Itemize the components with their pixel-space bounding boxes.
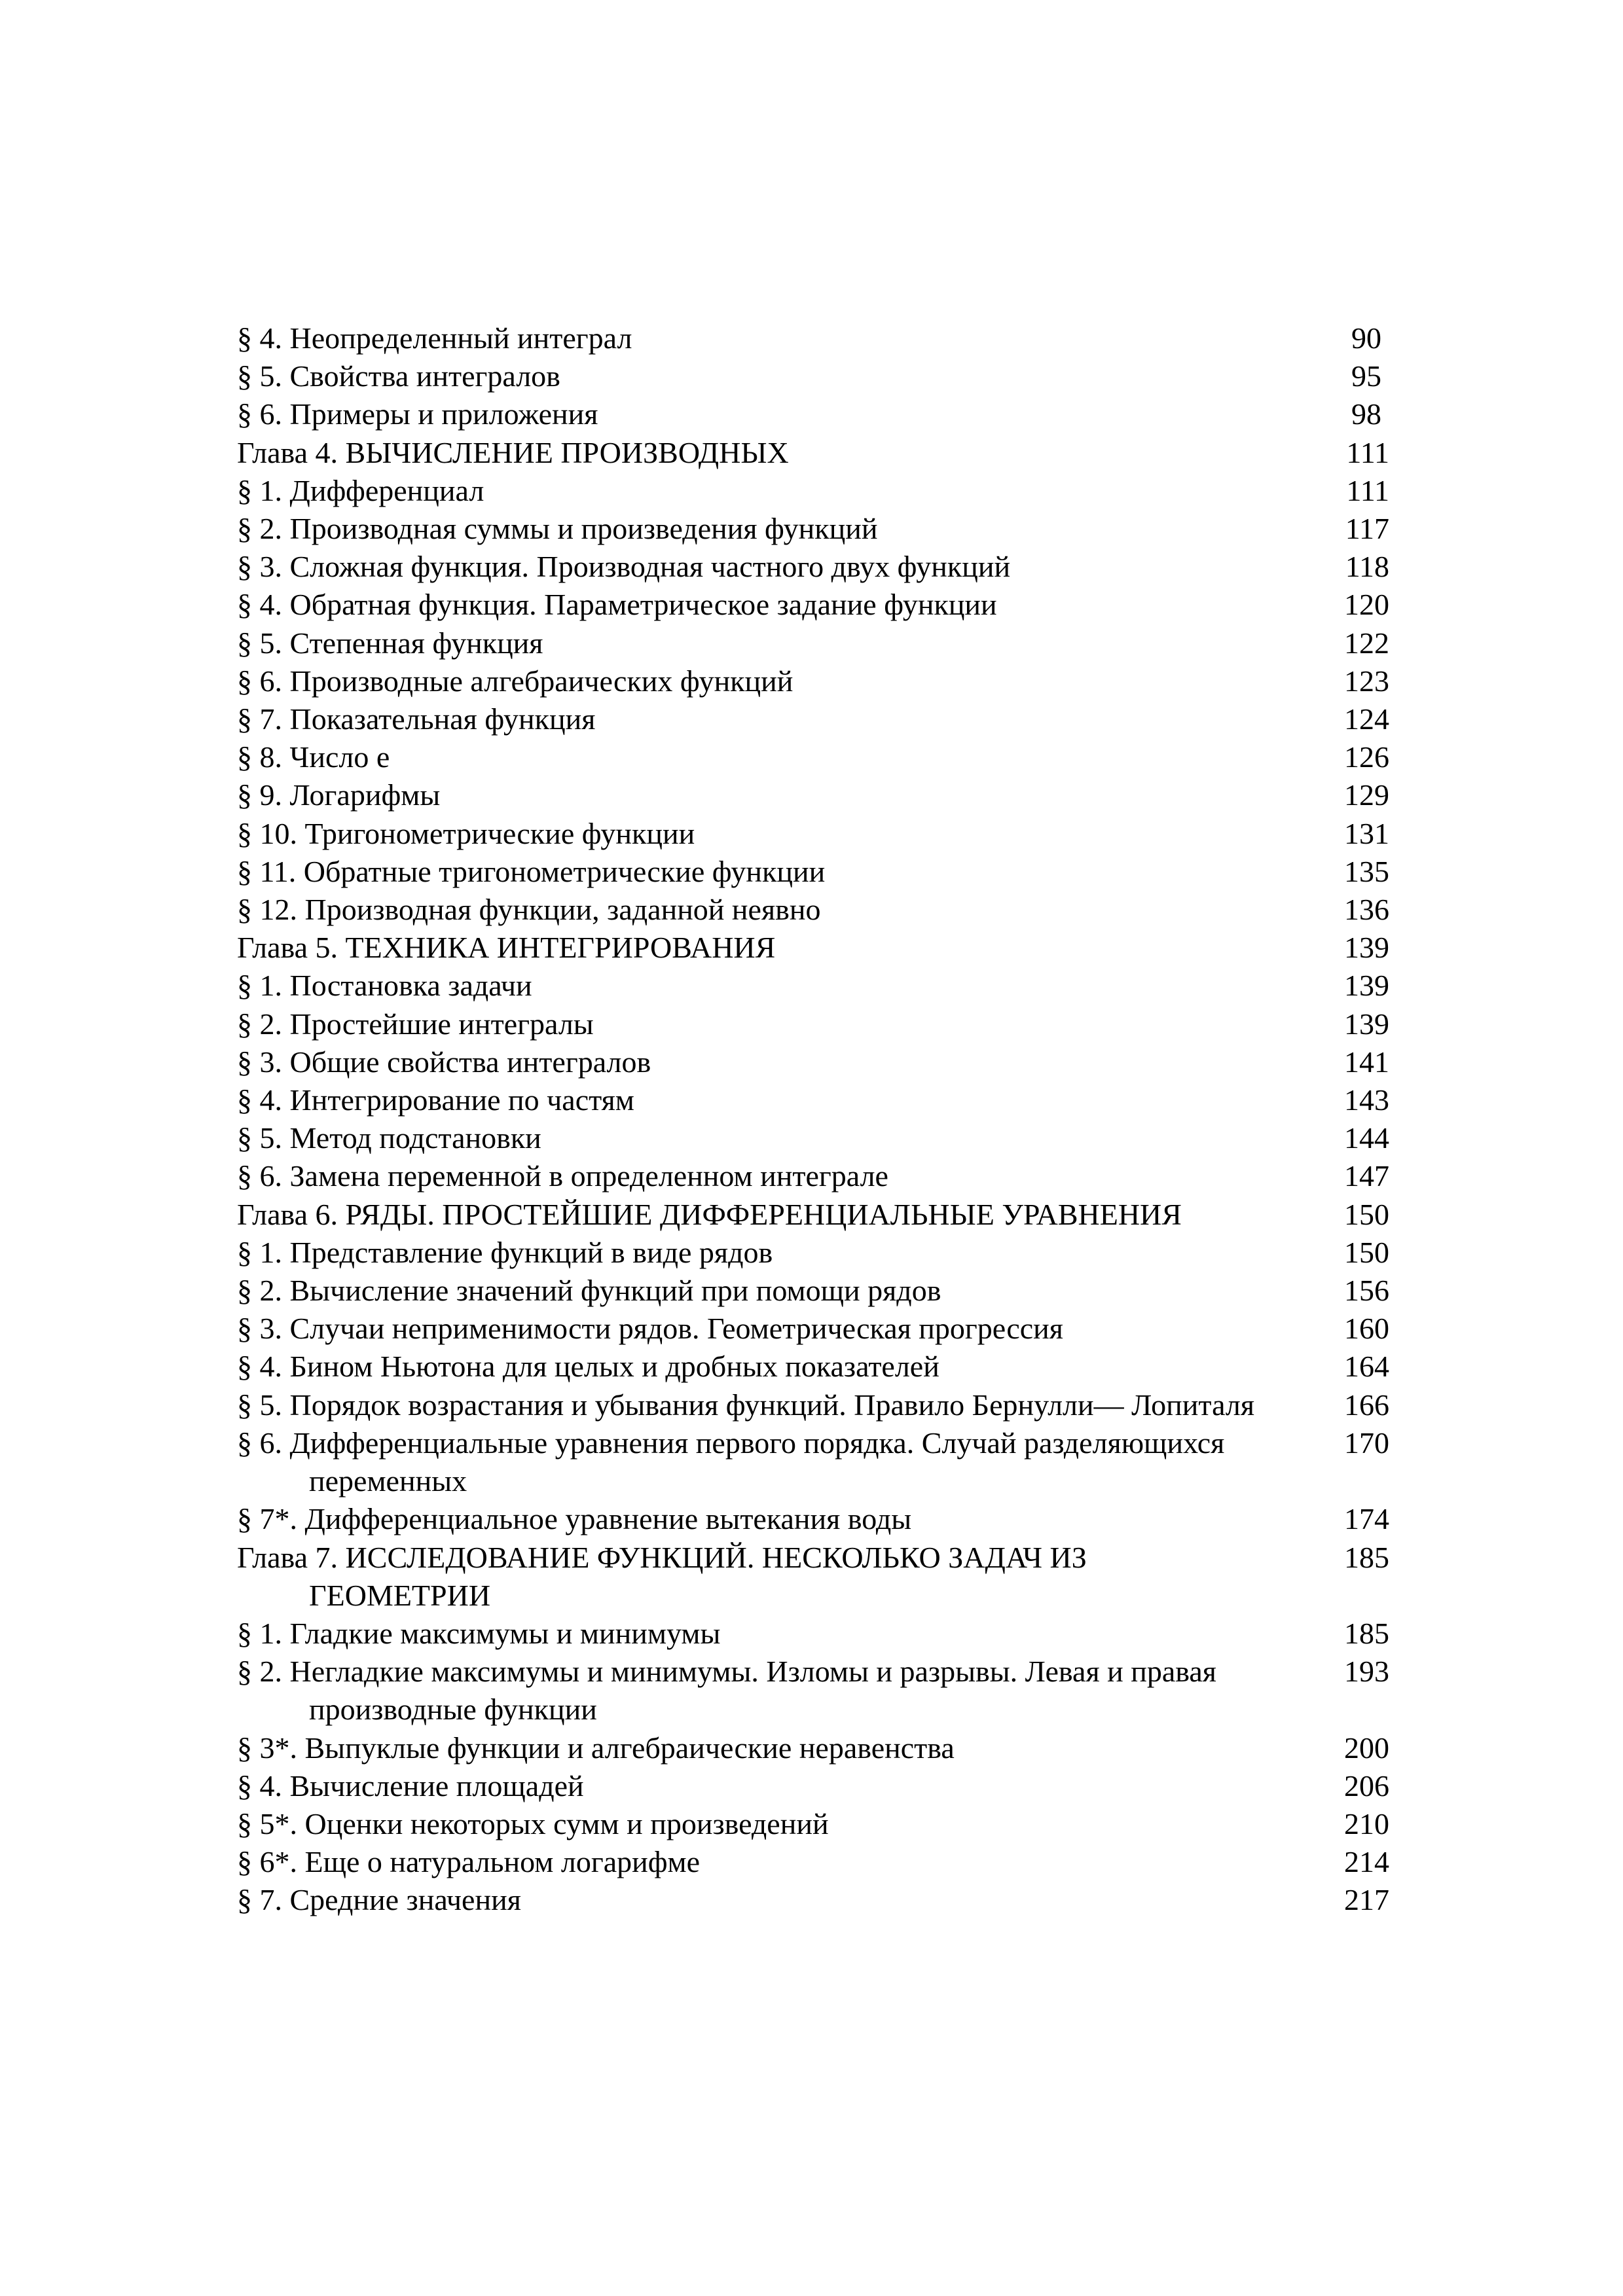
toc-entry-page: 129 xyxy=(1344,778,1389,812)
toc-entry-title: Глава 4. ВЫЧИСЛЕНИЕ ПРОИЗВОДНЫХ xyxy=(237,435,789,469)
toc-section-entry xyxy=(237,624,1389,662)
toc-entry-page: 174 xyxy=(1344,1502,1389,1536)
toc-section-entry xyxy=(237,1881,1389,1919)
toc-entry-title: § 7. Средние значения xyxy=(237,1883,521,1917)
toc-entry-title: § 11. Обратные тригонометрические функции xyxy=(237,854,826,888)
toc-section-entry xyxy=(237,1043,1389,1081)
toc-section-entry xyxy=(237,586,1389,624)
toc-chapter-entry xyxy=(237,929,1389,967)
toc-entry-title: § 4. Обратная функция. Параметрическое задание функции xyxy=(237,588,997,622)
toc-section-entry xyxy=(237,548,1389,586)
toc-entry-page: 185 xyxy=(1344,1616,1389,1650)
toc-entry-title: § 6. Примеры и приложения xyxy=(237,397,598,431)
toc-entry-page: 117 xyxy=(1345,512,1389,546)
toc-section-entry xyxy=(237,472,1389,510)
toc-entry-page: 200 xyxy=(1344,1731,1389,1765)
toc-entry-page: 123 xyxy=(1344,664,1389,698)
toc-entry-title: § 8. Число е xyxy=(237,740,390,774)
toc-section-entry xyxy=(237,1843,1389,1881)
toc-entry-page: 144 xyxy=(1344,1121,1389,1155)
toc-entry-page: 206 xyxy=(1344,1768,1389,1803)
toc-entry-title: § 7*. Дифференциальное уравнение вытекания воды xyxy=(237,1502,912,1536)
toc-entry-title: § 6. Замена переменной в определенном интеграле xyxy=(237,1159,888,1193)
toc-entry-page: 143 xyxy=(1344,1083,1389,1117)
toc-entry-page: 139 xyxy=(1344,969,1389,1003)
toc-entry-title: § 3. Общие свойства интегралов xyxy=(237,1045,651,1079)
toc-entry-title: § 6. Производные алгебраических функций xyxy=(237,664,793,698)
toc-entry-page: 124 xyxy=(1344,702,1389,736)
toc-entry-title: § 6. Дифференциальные уравнения первого порядка. Случай разделяющихся переменных xyxy=(237,1426,1225,1498)
toc-section-entry xyxy=(237,1157,1389,1195)
toc-entry-page: 166 xyxy=(1344,1388,1389,1422)
toc-section-entry xyxy=(237,395,1389,433)
toc-entry-title: Глава 7. ИССЛЕДОВАНИЕ ФУНКЦИЙ. НЕСКОЛЬКО ЗАДАЧ ИЗ ГЕОМЕТРИИ xyxy=(237,1540,1087,1612)
toc-entry-page: 156 xyxy=(1344,1274,1389,1308)
toc-entry-page: 136 xyxy=(1344,893,1389,927)
toc-entry-page: 111 xyxy=(1346,435,1389,469)
toc-entry-title: § 3. Сложная функция. Производная частного двух функций xyxy=(237,550,1011,584)
toc-entry-page: 111 xyxy=(1346,473,1389,507)
toc-section-entry xyxy=(237,1805,1389,1843)
toc-entry-page: 126 xyxy=(1344,740,1389,774)
toc-section-entry xyxy=(237,1272,1389,1310)
toc-entry-title: § 1. Постановка задачи xyxy=(237,969,532,1003)
toc-entry-page: 170 xyxy=(1344,1426,1389,1460)
toc-entry-title: § 9. Логарифмы xyxy=(237,778,441,812)
toc-section-entry xyxy=(237,357,1389,395)
toc-section-entry xyxy=(237,1081,1389,1119)
toc-entry-page: 214 xyxy=(1344,1845,1389,1879)
toc-entry-title: § 4. Вычисление площадей xyxy=(237,1768,584,1803)
toc-entry-title: § 7. Показательная функция xyxy=(237,702,596,736)
toc-entry-title: § 2. Производная суммы и произведения функций xyxy=(237,512,878,546)
toc-section-entry xyxy=(237,1386,1389,1424)
toc-section-entry xyxy=(237,1767,1389,1805)
toc-entry-page: 141 xyxy=(1344,1045,1389,1079)
toc-section-entry xyxy=(237,1310,1389,1348)
table-of-contents xyxy=(237,319,1389,1920)
toc-section-entry xyxy=(237,700,1389,738)
toc-entry-page: 160 xyxy=(1344,1312,1389,1346)
toc-section-entry xyxy=(237,738,1389,776)
toc-entry-title: § 2. Простейшие интегралы xyxy=(237,1007,594,1041)
toc-entry-title: Глава 6. РЯДЫ. ПРОСТЕЙШИЕ ДИФФЕРЕНЦИАЛЬНЫЕ УРАВНЕНИЯ xyxy=(237,1197,1182,1231)
toc-section-entry xyxy=(237,1424,1389,1500)
toc-entry-title: § 1. Дифференциал xyxy=(237,473,484,507)
toc-entry-title: § 5. Метод подстановки xyxy=(237,1121,541,1155)
toc-entry-page: 193 xyxy=(1344,1655,1389,1689)
toc-entry-title: § 4. Бином Ньютона для целых и дробных показателей xyxy=(237,1350,939,1384)
toc-entry-title: § 1. Гладкие максимумы и минимумы xyxy=(237,1616,721,1650)
toc-entry-title: § 3*. Выпуклые функции и алгебраические неравенства xyxy=(237,1731,955,1765)
toc-entry-title: § 4. Интегрирование по частям xyxy=(237,1083,634,1117)
toc-entry-page: 95 xyxy=(1351,359,1381,393)
toc-entry-page: 139 xyxy=(1344,1007,1389,1041)
toc-section-entry xyxy=(237,891,1389,929)
toc-entry-title: § 5*. Оценки некоторых сумм и произведений xyxy=(237,1806,829,1840)
toc-entry-title: § 4. Неопределенный интеграл xyxy=(237,321,632,355)
toc-entry-title: § 5. Степенная функция xyxy=(237,626,543,660)
toc-section-entry xyxy=(237,662,1389,700)
toc-entry-title: § 12. Производная функции, заданной неявно xyxy=(237,893,821,927)
toc-section-entry xyxy=(237,510,1389,548)
toc-entry-page: 210 xyxy=(1344,1806,1389,1840)
toc-entry-title: § 5. Свойства интегралов xyxy=(237,359,560,393)
toc-entry-title: § 10. Тригонометрические функции xyxy=(237,816,695,850)
toc-section-entry xyxy=(237,967,1389,1005)
toc-entry-page: 120 xyxy=(1344,588,1389,622)
toc-section-entry xyxy=(237,1500,1389,1538)
toc-entry-page: 90 xyxy=(1351,321,1381,355)
toc-entry-title: § 6*. Еще о натуральном логарифме xyxy=(237,1845,701,1879)
toc-entry-page: 135 xyxy=(1344,854,1389,888)
toc-entry-page: 131 xyxy=(1344,816,1389,850)
toc-entry-page: 150 xyxy=(1344,1235,1389,1269)
toc-section-entry xyxy=(237,1119,1389,1157)
toc-section-entry xyxy=(237,1653,1389,1729)
toc-section-entry xyxy=(237,1729,1389,1767)
toc-entry-title: § 1. Представление функций в виде рядов xyxy=(237,1235,773,1269)
toc-entry-page: 164 xyxy=(1344,1350,1389,1384)
toc-entry-page: 139 xyxy=(1344,931,1389,965)
toc-entry-page: 98 xyxy=(1351,397,1381,431)
toc-entry-page: 118 xyxy=(1345,550,1389,584)
toc-section-entry xyxy=(237,1234,1389,1272)
toc-entry-title: Глава 5. ТЕХНИКА ИНТЕГРИРОВАНИЯ xyxy=(237,931,776,965)
toc-section-entry xyxy=(237,776,1389,814)
toc-section-entry xyxy=(237,815,1389,853)
toc-entry-page: 185 xyxy=(1344,1540,1389,1574)
toc-entry-page: 147 xyxy=(1344,1159,1389,1193)
toc-chapter-entry xyxy=(237,1196,1389,1234)
toc-chapter-entry xyxy=(237,434,1389,472)
toc-section-entry xyxy=(237,1615,1389,1653)
toc-entry-title: § 5. Порядок возрастания и убывания функций. Правило Бернулли— Лопиталя xyxy=(237,1388,1255,1422)
toc-section-entry xyxy=(237,1005,1389,1043)
toc-entry-page: 122 xyxy=(1344,626,1389,660)
toc-section-entry xyxy=(237,319,1389,357)
toc-entry-title: § 2. Негладкие максимумы и минимумы. Изломы и разрывы. Левая и правая производные функции xyxy=(237,1655,1216,1727)
toc-entry-title: § 3. Случаи неприменимости рядов. Геометрическая прогрессия xyxy=(237,1312,1063,1346)
toc-section-entry xyxy=(237,1348,1389,1386)
toc-section-entry xyxy=(237,853,1389,891)
toc-entry-page: 217 xyxy=(1344,1883,1389,1917)
toc-entry-title: § 2. Вычисление значений функций при помощи рядов xyxy=(237,1274,941,1308)
toc-entry-page: 150 xyxy=(1344,1197,1389,1231)
toc-chapter-entry xyxy=(237,1539,1389,1615)
